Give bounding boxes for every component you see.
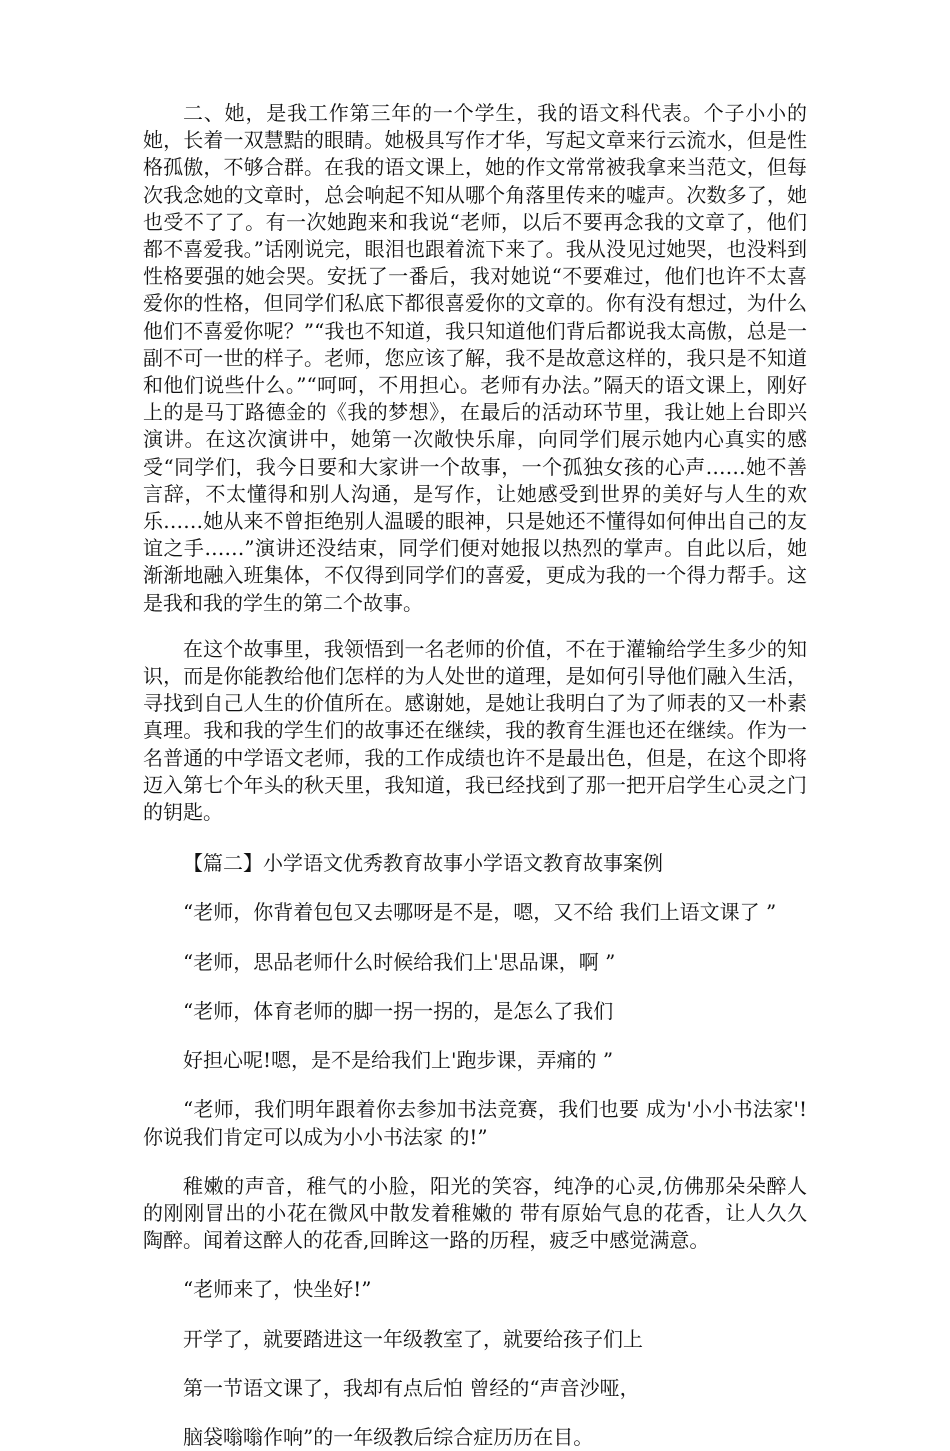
section-heading-part-two: 【篇二】小学语文优秀教育故事小学语文教育故事案例	[183, 851, 663, 876]
paragraph-quote-ethics-class: “老师，思品老师什么时候给我们上'思品课，啊 ”	[183, 949, 616, 974]
paragraph-school-start: 开学了，就要踏进这一年级教室了，就要给孩子们上	[183, 1326, 643, 1351]
paragraph-first-lesson: 第一节语文课了，我却有点后怕 曾经的“声音沙哑，	[183, 1375, 640, 1400]
paragraph-student-story-two: 二、她，是我工作第三年的一个学生，我的语文科代表。个子小小的她，长着一双慧黠的眼睛。她极具写作才华，写起文章来行云流水，但是性格孤傲，不够合群。在我的语文课上，她的作文常常被我拿来当范文，但每次我念她的文章时，总会响起不知从哪个角落里传来的嘘声。次数多了，她也受不了了。有一次她跑来和我说“老师，以后不要再念我的文章了，他们都不喜爱我。”话刚说完，眼泪也跟着流下来了。我从没见过她哭，也没料到性格要强的她会哭。安抚了一番后，我对她说“不要难过，他们也许不太喜爱你的性格，但同学们私底下都很喜爱你的文章的。你有没有想过，为什么他们不喜爱你呢？”“我也不知道，我只知道他们背后都说我太高傲，总是一副不可一世的样子。老师，您应该了解，我不是故意这样的，我只是不知道和他们说些什么。”“呵呵，不用担心。老师有办法。”隔天的语文课上，刚好上的是马丁路德金的《我的梦想》，在最后的活动环节里，我让她上台即兴演讲。在这次演讲中，她第一次敞快乐扉，向同学们展示她内心真实的感受“同学们，我今日要和大家讲一个故事，一个孤独女孩的心声……她不善言辞，不太懂得和别人沟通，是写作，让她感受到世界的美好与人生的欢乐……她从来不曾拒绝别人温暖的眼神，只是她还不懂得如何伸出自己的友谊之手……”演讲还没结束，同学们便对她报以热烈的掌声。自此以后，她渐渐地融入班集体，不仅得到同学们的喜爱，更成为我的一个得力帮手。这是我和我的学生的第二个故事。	[143, 101, 807, 615]
paragraph-quote-teacher-coming: “老师来了，快坐好!”	[183, 1277, 372, 1302]
paragraph-quote-pe-teacher: “老师，体育老师的脚一拐一拐的，是怎么了我们	[183, 998, 614, 1023]
paragraph-quote-chinese-class: “老师，你背着包包又去哪呀是不是，嗯，又不给 我们上语文课了 ”	[183, 900, 777, 925]
paragraph-quote-calligraphy: “老师，我们明年跟着你去参加书法竞赛，我们也要 成为'小小书法家'!你说我们肯定可以成为小小书法家 的!”	[143, 1097, 807, 1149]
paragraph-children-voices: 稚嫩的声音，稚气的小脸，阳光的笑容，纯净的心灵,仿佛那朵朵醉人的刚刚冒出的小花在微风中散发着稚嫩的 带有原始气息的花香，让人久久陶醉。闻着这醉人的花香,回眸这一路的历程，疲乏中感觉满意。	[143, 1173, 807, 1253]
document-body	[143, 100, 807, 1451]
paragraph-quote-worried: 好担心呢!嗯，是不是给我们上'跑步课，弄痛的 ”	[183, 1048, 614, 1073]
paragraph-syndrome: 脑袋嗡嗡作响”的一年级教后综合症历历在目。	[183, 1424, 594, 1449]
paragraph-teacher-reflection: 在这个故事里，我领悟到一名老师的价值，不在于灌输给学生多少的知识，而是你能教给他们怎样的为人处世的道理，是如何引导他们融入生活，寻找到自己人生的价值所在。感谢她，是她让我明白了为了师表的又一朴素真理。我和我的学生们的故事还在继续，我的教育生涯也还在继续。作为一名普通的中学语文老师，我的工作成绩也许不是最出色，但是，在这个即将迈入第七个年头的秋天里，我知道，我已经找到了那一把开启学生心灵之门的钥匙。	[143, 636, 807, 825]
